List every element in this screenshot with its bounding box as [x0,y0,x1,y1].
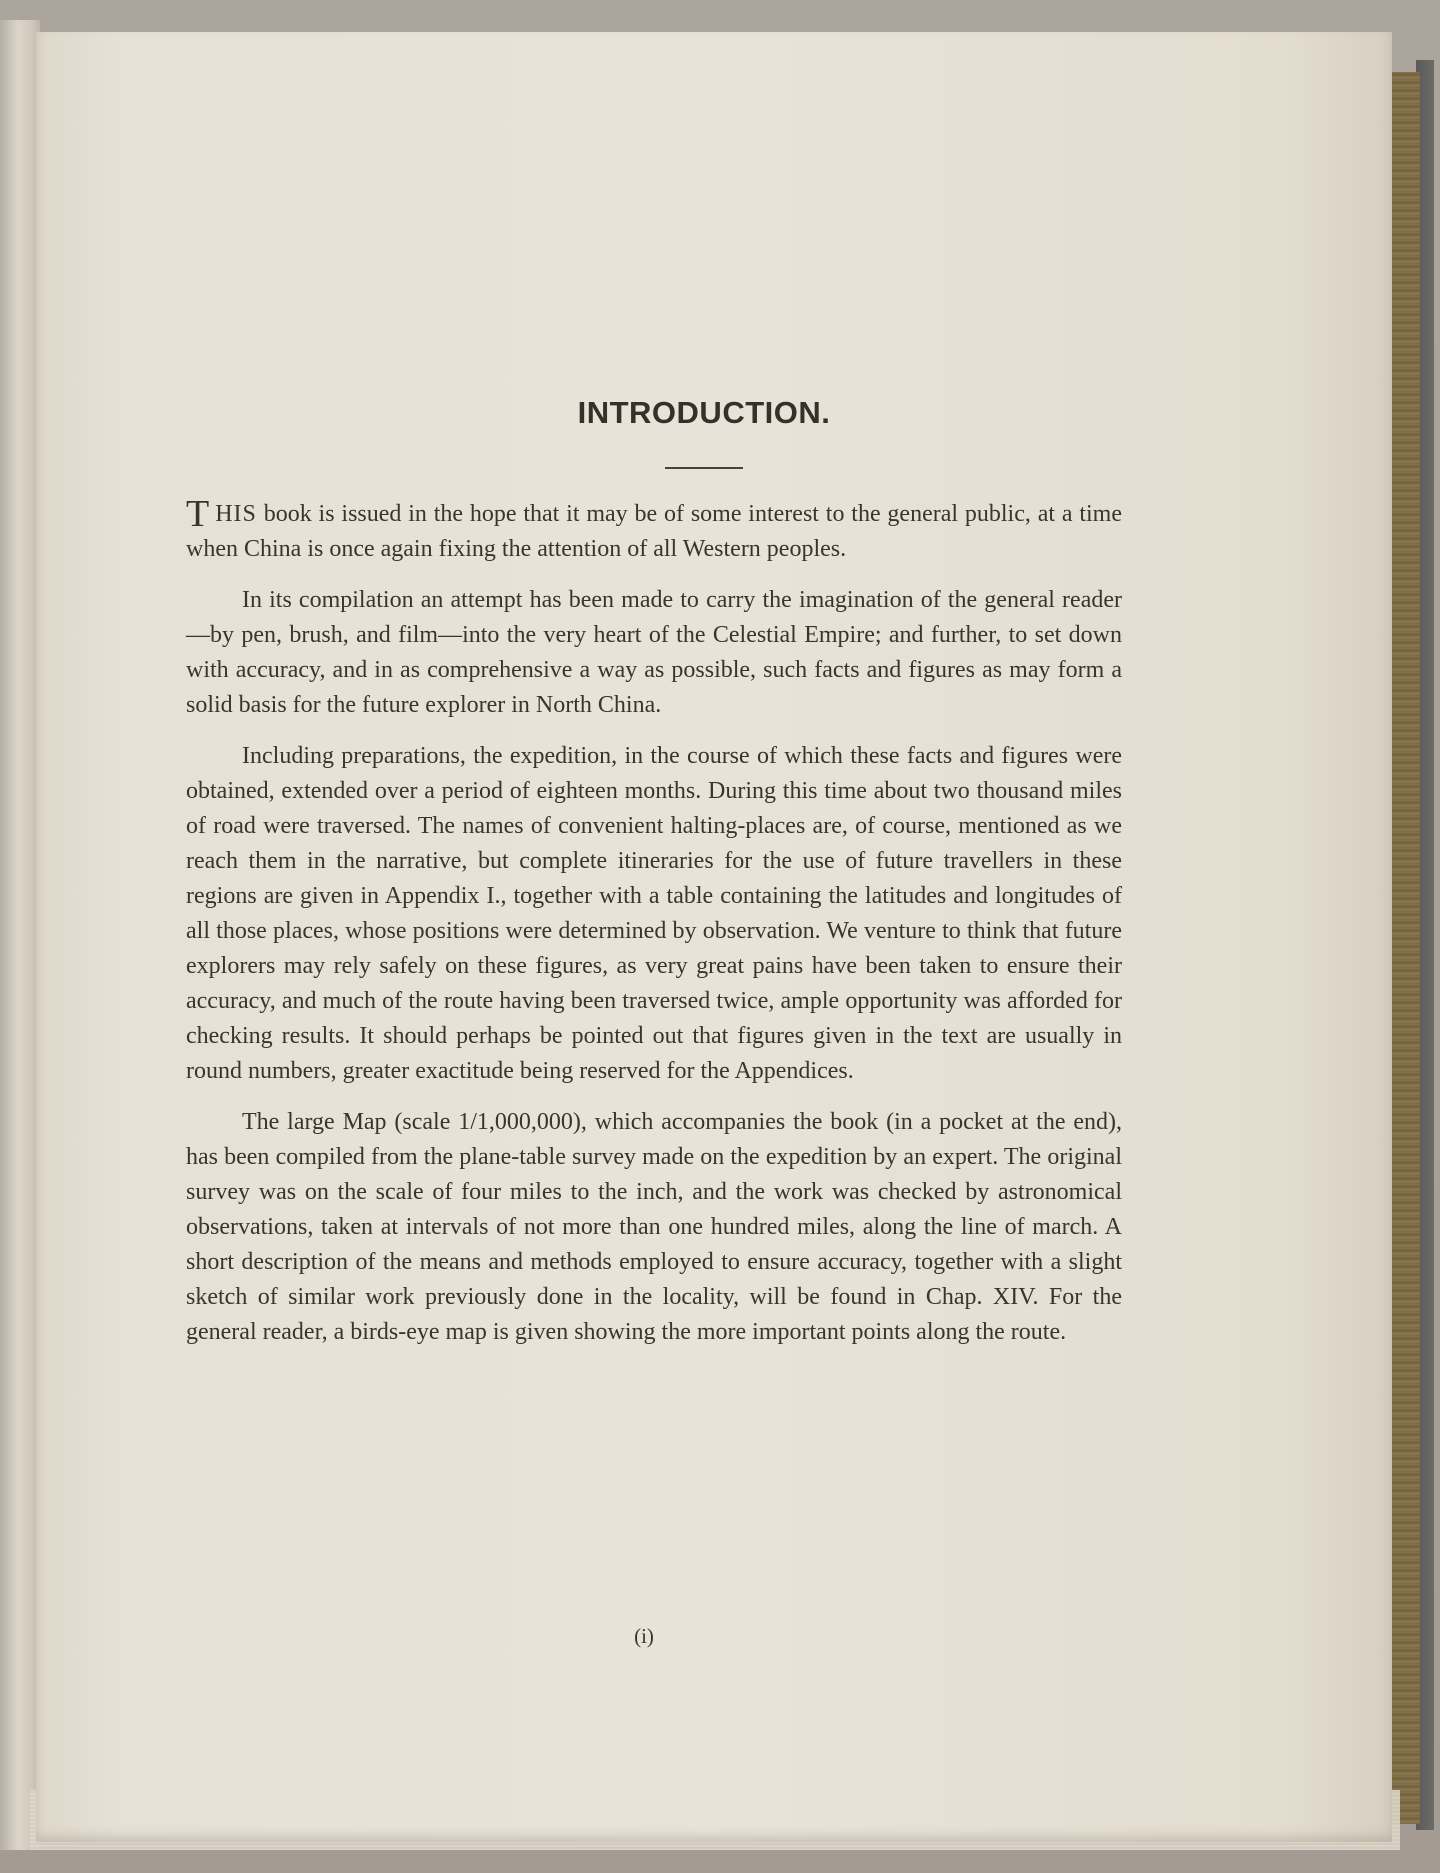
paragraph-3: Including preparations, the expedition, in the course of which these facts and figures were obtained, extended over a period of eighteen months. During this time about two thousand miles of road were traversed. The names of convenient halting-places are, of course, mentioned as we reach them in the narrative, but complete itineraries for the use of future travellers in these regions are given in Appendix I., together with a table containing the latitudes and longitudes of all those places, whose positions were determined by observation. We venture to think that future explorers may rely safely on these figures, as very great pains have been taken to ensure their accuracy, and much of the route having been traversed twice, ample opportunity was afforded for checking results. It should perhaps be pointed out that figures given in the text are usually in round numbers, greater exactitude being reserved for the Appendices. [186,743,1122,1084]
paragraph-1 [186,493,1122,567]
page-text-block [186,395,1122,1350]
paragraph-2: In its compilation an attempt has been made to carry the imagination of the general reader—by pen, brush, and film—into the very heart of the Celestial Empire; and further, to set down with accuracy, and in as comprehensive a way as possible, such facts and figures as may form a solid basis for the future explorer in North China. [186,587,1122,718]
facing-page-edge [0,20,40,1850]
paragraph-4: The large Map (scale 1/1,000,000), which accompanies the book (in a pocket at the end), has been compiled from the plane-table survey made on the expedition by an expert. The original survey was on the scale of four miles to the inch, and the work was checked by astronomical observations, taken at intervals of not more than one hundred miles, along the line of march. A short description of the means and methods employed to ensure accuracy, together with a slight sketch of similar work previously done in the locality, will be found in Chap. XIV. For the general reader, a birds-eye map is given showing the more important points along the route. [186,1109,1122,1345]
chapter-title: INTRODUCTION. [577,395,831,430]
drop-cap: T [186,493,210,535]
title-rule [665,467,743,469]
lead-word: HIS [215,501,257,527]
paragraph-1-text: book is issued in the hope that it may be of some interest to the general public, at a time when China is once again fixing the attention of all Western peoples. [186,501,1122,562]
page-number: (i) [634,1624,654,1648]
